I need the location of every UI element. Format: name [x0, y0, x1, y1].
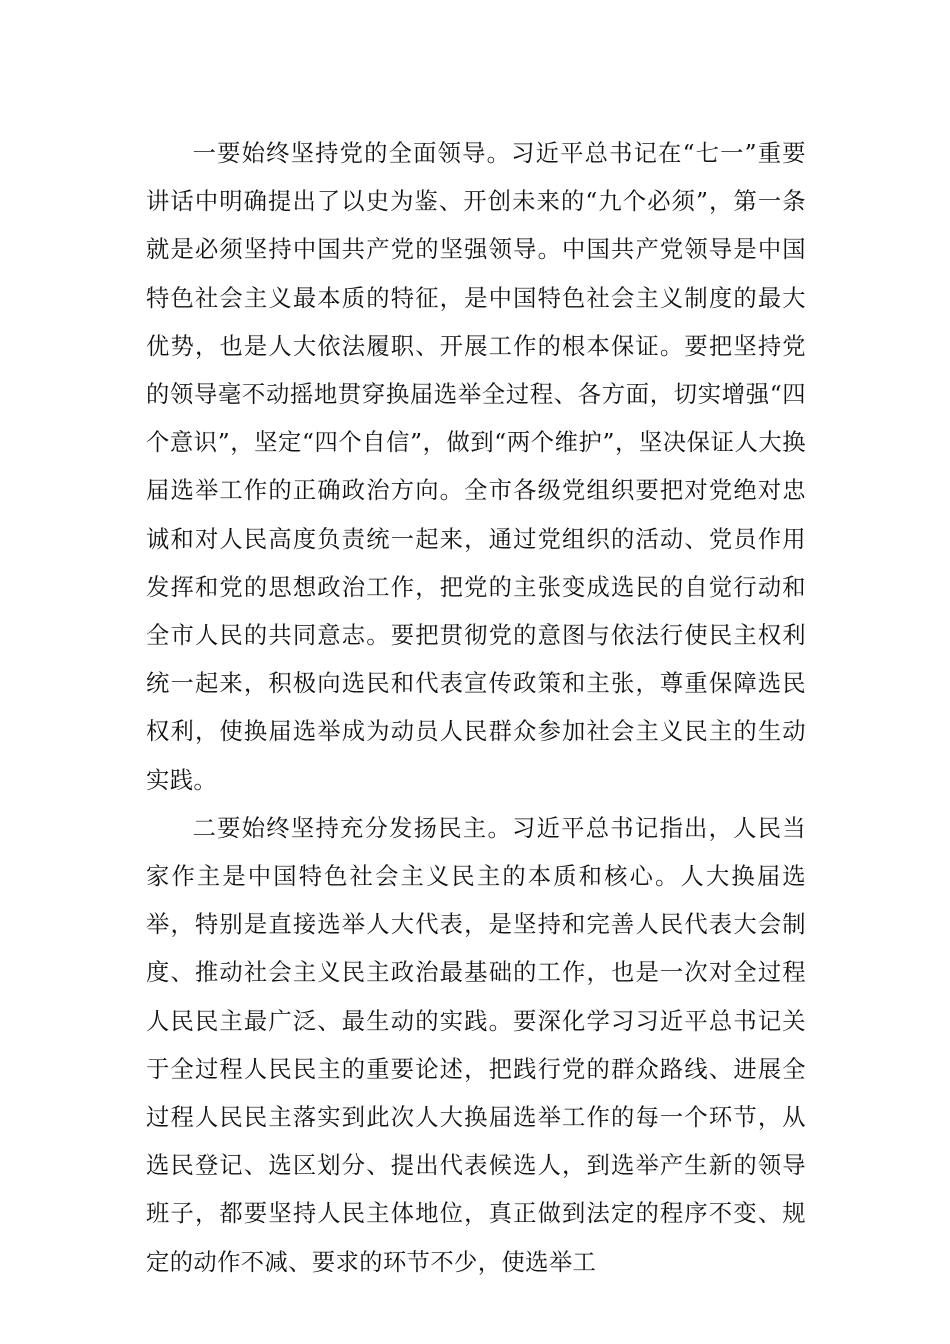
paragraph-1: 一要始终坚持党的全面领导。习近平总书记在“七一”重要讲话中明确提出了以史为鉴、开创未来的“九个必须”，第一条就是必须坚持中国共产党的坚强领导。中国共产党领导是中国特色社会主义最本质的特征，是中国特色社会主义制度的最大优势，也是人大依法履职、开展工作的根本保证。要把坚持党的领导毫不动摇地贯穿换届选举全过程、各方面，切实增强“四个意识”，坚定“四个自信”，做到“两个维护”，坚决保证人大换届选举工作的正确政治方向。全市各级党组织要把对党绝对忠诚和对人民高度负责统一起来，通过党组织的活动、党员作用发挥和党的思想政治工作，把党的主张变成选民的自觉行动和全市人民的共同意志。要把贯彻党的意图与依法行使民主权利统一起来，积极向选民和代表宣传政策和主张，尊重保障选民权利，使换届选举成为动员人民群众参加社会主义民主的生动实践。: [146, 140, 806, 794]
document-body: [146, 130, 806, 1287]
paragraph-2: 二要始终坚持充分发扬民主。习近平总书记指出，人民当家作主是中国特色社会主义民主的本质和核心。人大换届选举，特别是直接选举人大代表，是坚持和完善人民代表大会制度、推动社会主义民主政治最基础的工作，也是一次对全过程人民民主最广泛、最生动的实践。要深化学习习近平总书记关于全过程人民民主的重要论述，把践行党的群众路线、进展全过程人民民主落实到此次人大换届选举工作的每一个环节，从选民登记、选区划分、提出代表候选人，到选举产生新的领导班子，都要坚持人民主体地位，真正做到法定的程序不变、规定的动作不减、要求的环节不少，使选举工: [146, 814, 806, 1276]
